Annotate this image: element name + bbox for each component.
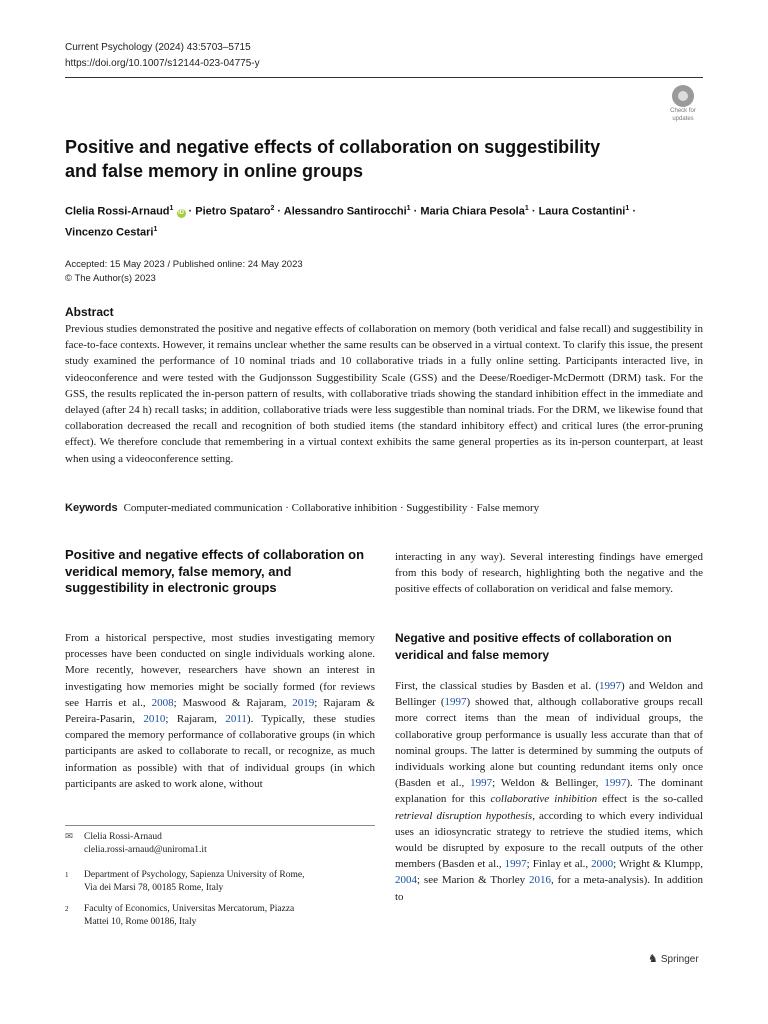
corresponding-author: Clelia Rossi-Arnaud <box>84 832 162 842</box>
abstract-heading: Abstract <box>65 305 114 319</box>
citation-link[interactable]: 2004 <box>395 874 417 887</box>
text-run: First, the classical studies by Basden et al. ( <box>395 680 600 692</box>
text-run: ; Weldon & Bellinger, <box>492 777 605 790</box>
text-run: ) and Weldon and Bellinger ( <box>395 680 703 709</box>
left-body-paragraph <box>65 630 375 792</box>
affiliation-number: 2 <box>65 905 69 913</box>
journal-citation: Current Psychology (2024) 43:5703–5715 <box>65 42 251 53</box>
text-run: , for a meta-analysis). In addition to <box>395 874 703 903</box>
abstract-text: Previous studies demonstrated the positive and negative effects of collaboration on memory (both veridical and false recall) and suggestibility in face-to-face contexts. However, it remains unclear whether the same results can be observed in a virtual context. To clarify this issue, the present study examined the performance of 10 nominal triads and 10 collaborative triads in a fully online setting. Participants interacted live, in videoconference and were tested with the Gudjonsson Suggestibility Scale (GSS) and the Deese/Roediger-McDermott (DRM) task. For the GSS, the results replicated the in-person pattern of results, with collaborative triads showing the standard inhibition effect in the immediate and delayed (after 24 h) recall tasks; in addition, collaborative triads were less suggestible than nominal triads. For the DRM, we likewise found that collaboration decreased the recall and recognition of both studied items (the standard inhibitory effect) and critical lures (the error-pruning effect). We therefore conclude that remembering in a virtual context exhibits the same general properties as its in-person counterpart, at least when using a videoconference setting. <box>65 323 703 465</box>
author-name[interactable]: Vincenzo Cestari <box>65 226 154 239</box>
text-run: ; see Marion & Thorley <box>417 874 530 887</box>
text-run: ; Rajaram & Pereira-Pasarin, <box>65 696 375 726</box>
affiliation-1 <box>65 869 375 894</box>
affiliation-line: Via dei Marsi 78, 00185 Rome, Italy <box>84 882 224 893</box>
text-run: ; Maswood & Rajaram, <box>173 696 293 709</box>
footnote-divider <box>65 825 375 826</box>
keywords-line <box>65 500 705 516</box>
correspondence-note <box>65 831 375 856</box>
copyright-notice: © The Author(s) 2023 <box>65 273 156 284</box>
citation-link[interactable]: 2016 <box>529 874 552 887</box>
affiliation-line: Faculty of Economics, Universitas Mercatorum, Piazza <box>84 904 295 914</box>
header-divider <box>65 77 703 78</box>
text-run: ; Rajaram, <box>165 713 226 726</box>
citation-link[interactable]: 1997 <box>444 696 467 709</box>
italic-term: retrieval disruption hypothesis <box>395 809 533 822</box>
publisher-logo <box>648 952 699 965</box>
affiliation-2 <box>65 903 375 928</box>
journal-header <box>65 40 260 72</box>
citation-link[interactable]: 1997 <box>470 777 493 790</box>
author-affiliation-mark: 1 <box>169 205 174 212</box>
corresponding-email[interactable]: clelia.rossi-arnaud@uniroma1.it <box>84 844 207 855</box>
springer-horse-icon: ♞ <box>648 953 658 965</box>
publisher-name: Springer <box>660 954 699 965</box>
citation-link[interactable]: 2000 <box>591 858 614 871</box>
check-for-updates-badge[interactable] <box>664 85 702 123</box>
text-run: ). Typically, these studies compared the memory performance of collaborative groups (in which participants are asked to collaborate to recall, or recognize, as much information as possible) with that of individual groups (in which participants are asked to work alone, without <box>65 713 375 790</box>
citation-link[interactable]: 2011 <box>225 713 247 726</box>
check-updates-icon <box>672 85 694 107</box>
text-run: From a historical perspective, most studies investigating memory processes have been conducted on single individuals working alone. More recently, however, researchers have shown an interest in investigating how memories might be socially formed (for reviews see Harris et al., <box>65 632 375 709</box>
author-name[interactable]: Pietro Spataro <box>195 205 271 218</box>
author-list: Clelia Rossi-Arnaud$^1$ iD · Pietro Spataro$^2$ · Alessandro Santirocchi$^1$ · Maria Chiara Pesola$^1$ · Laura Costantini$^1$ · Vincenzo Cestari$^1$ <box>65 205 636 239</box>
author-affiliation-mark: 2 <box>270 205 275 212</box>
author-name[interactable]: Laura Costantini <box>538 205 626 218</box>
right-top-paragraph: interacting in any way). Several interesting findings have emerged from this body of research, highlighting both the negative and the positive effects of collaboration on veridical and false memory. <box>395 551 703 596</box>
text-run: ; Finlay et al., <box>526 858 592 871</box>
author-affiliation-mark: 1 <box>524 205 529 212</box>
citation-link[interactable]: 1997 <box>504 858 527 871</box>
accepted-date: Accepted: 15 May 2023 / Published online: 24 May 2023 <box>65 259 303 270</box>
right-body-paragraph <box>395 678 703 905</box>
keywords-list: Computer-mediated communication · Collaborative inhibition · Suggestibility · False memory <box>123 502 540 514</box>
affiliation-number: 1 <box>65 871 69 879</box>
text-run: effect is the so-called <box>597 793 704 806</box>
citation-link[interactable]: 2010 <box>143 713 166 726</box>
citation-link[interactable]: 2008 <box>151 696 174 709</box>
text-run: ; Wright & Klumpp, <box>613 858 704 871</box>
affiliation-line: Department of Psychology, Sapienza University of Rome, <box>84 870 305 880</box>
check-updates-line2: updates <box>672 116 694 122</box>
publication-dates <box>65 258 303 286</box>
author-name[interactable]: Maria Chiara Pesola <box>420 205 525 218</box>
author-affiliation-mark: 1 <box>153 225 158 233</box>
check-updates-line1: Check for <box>670 108 696 114</box>
citation-link[interactable]: 1997 <box>604 777 627 790</box>
citation-link[interactable]: 2019 <box>292 696 315 709</box>
author-affiliation-mark: 1 <box>406 205 411 212</box>
orcid-icon[interactable]: iD <box>178 209 184 216</box>
text-run: , according to which every individual uses an idiosyncratic strategy to retrieve the studied items, which would be disrupted by exposure to the recall outputs of the other members (Basden et al., <box>395 809 703 871</box>
author-affiliation-mark: 1 <box>625 205 630 212</box>
text-run: ) showed that, although collaborative groups recall more correct items than the mean of individual groups, the collaborative group performance is usually less accurate than that of nominal groups. The latter is determined by summing the outputs of individuals working alone but counting redundant items only once (Basden et al., <box>395 696 703 790</box>
italic-term: collaborative inhibition <box>490 793 598 806</box>
section-heading: Positive and negative effects of collaboration on veridical memory, false memory, and suggestibility in electronic groups <box>65 547 365 595</box>
author-name[interactable]: Alessandro Santirocchi <box>283 205 407 218</box>
citation-link[interactable]: 1997 <box>599 680 622 692</box>
text-run: ). The dominant explanation for this <box>395 777 703 806</box>
doi-link[interactable]: https://doi.org/10.1007/s12144-023-04775-y <box>65 58 260 69</box>
article-title: Positive and negative effects of collaboration on suggestibility and false memory in online groups <box>65 137 601 181</box>
keywords-label: Keywords <box>65 502 118 514</box>
envelope-icon: ✉ <box>65 832 73 842</box>
subsection-heading: Negative and positive effects of collaboration on veridical and false memory <box>395 631 672 662</box>
author-name[interactable]: Clelia Rossi-Arnaud <box>65 205 170 218</box>
affiliation-line: Mattei 10, Rome 00186, Italy <box>84 916 197 927</box>
